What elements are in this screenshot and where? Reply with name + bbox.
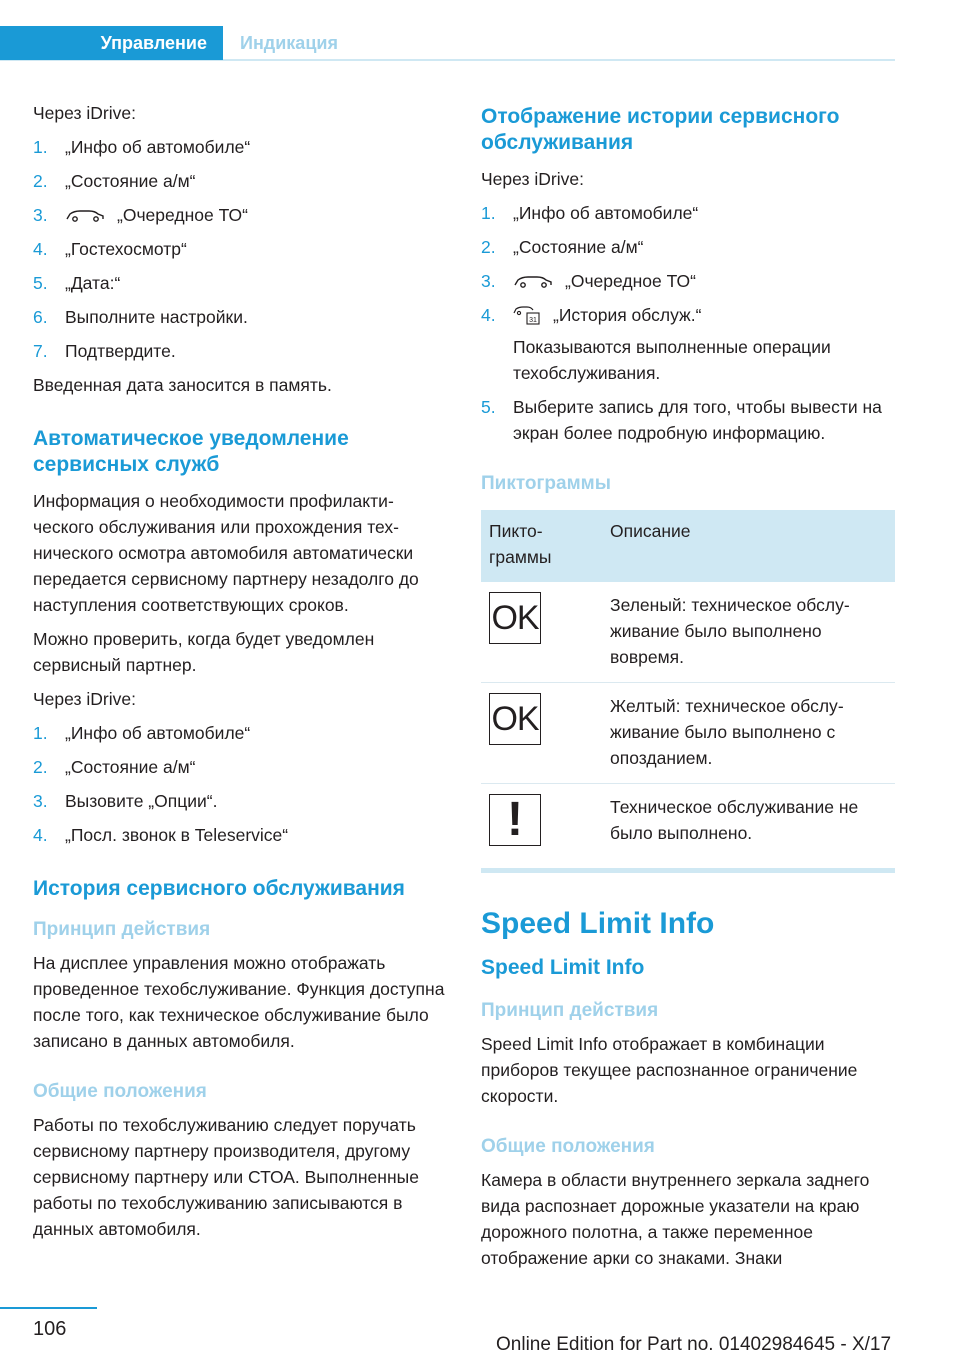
sli-general-heading: Общие положения: [481, 1136, 655, 1157]
steps-list: [33, 134, 448, 364]
tab-controls[interactable]: [0, 26, 223, 60]
edition-footer: Online Edition for Part no. 01402984645 - X/17: [496, 1334, 892, 1355]
exclamation-icon: !: [489, 794, 541, 846]
display-history-heading: Отображение истории сервисного обслуживания: [481, 105, 840, 154]
calendar-day-label: 31: [529, 317, 537, 324]
table-row: [481, 582, 895, 683]
table-row: [481, 683, 895, 784]
idrive-intro: Через iDrive:: [33, 103, 136, 123]
ok-green-icon: OK: [489, 592, 541, 644]
list-item: 2. „Состояние а/м“: [33, 171, 196, 191]
car-service-icon: [65, 208, 105, 222]
date-saved-note: Введенная дата заносится в память.: [33, 375, 332, 395]
speed-limit-info-subtitle: Speed Limit Info: [481, 956, 645, 979]
column-header: Описание: [602, 510, 895, 582]
list-item: 1. „Инфо об автомобиле“: [33, 137, 251, 157]
list-item: 1. „Инфо об автомобиле“: [33, 723, 251, 743]
list-item: 1. „Инфо об автомобиле“: [481, 203, 699, 223]
ok-yellow-icon: OK: [489, 693, 541, 745]
table-cell: Техническое обслуживание не было выполнено.: [602, 784, 895, 871]
list-item: 5. Выберите запись для того, чтобы вывести на экран более подробную информацию.: [481, 397, 882, 443]
pictograms-table: [481, 510, 895, 873]
sli-general-text: Камера в области внутреннего зеркала заднего вида распознает дорожные указатели на краю дорожного полотна, а также переменное отображение арки со знаками. Знаки: [481, 1170, 870, 1268]
principle-text: На дисплее управления можно отображать проведенное техобслуживание. Функция доступна после того, как техническое обслуживание было записано в данных автомобиля.: [33, 953, 445, 1051]
steps-list: [481, 200, 896, 446]
table-cell: Желтый: техническое обслуживание было выполнено с опозданием.: [602, 683, 895, 784]
sli-principle-text: Speed Limit Info отображает в комбинации приборов текущее распознанное ограничение скорости.: [481, 1034, 858, 1106]
list-item: 2. „Состояние а/м“: [33, 757, 196, 777]
table-cell: Зеленый: техническое обслуживание было выполнено вовремя.: [602, 582, 895, 683]
service-history-icon: [513, 305, 541, 325]
general-text: Работы по техобслуживанию следует поручать сервисному партнеру производителя, другому сервисному партнеру или СТОА. Выполненные работы по техобслуживанию записываются в данных автомобиля.: [33, 1115, 419, 1239]
idrive-intro: Через iDrive:: [33, 689, 136, 709]
sli-principle-heading: Принцип действия: [481, 1000, 659, 1021]
pictograms-heading: Пиктограммы: [481, 473, 611, 494]
service-history-heading: История сервисного обслуживания: [33, 877, 405, 900]
idrive-intro: Через iDrive:: [481, 169, 584, 189]
auto-notification-heading: Автоматическое уведомление сервисных служб: [33, 427, 349, 476]
list-item: 4. „Гостехосмотр“: [33, 239, 187, 259]
page-number: 106: [33, 1318, 67, 1340]
steps-list: [33, 720, 448, 848]
list-item: 5. „Дата:“: [33, 273, 121, 293]
right-column: [481, 100, 896, 1279]
footer-rule: [0, 1307, 97, 1309]
left-column: [33, 100, 448, 1250]
step-note: Показываются выполненные операции техобслуживания.: [513, 337, 831, 383]
list-item: 3. Вызовите „Опции“.: [33, 791, 218, 811]
list-item: 3. „Очередное ТО“: [481, 271, 696, 291]
list-item: 6. Выполните настройки.: [33, 307, 248, 327]
list-item: 3. „Очередное ТО“: [33, 205, 248, 225]
auto-notification-check: Можно проверить, когда будет уведомлен сервисный партнер.: [33, 629, 375, 675]
list-item: 4. 31 „История обслуж.“ Показываются выполненные операции техобслуживания.: [481, 302, 896, 386]
car-service-icon: [513, 274, 553, 288]
list-item: 7. Подтвердите.: [33, 341, 176, 361]
list-item: 2. „Состояние а/м“: [481, 237, 644, 257]
general-heading: Общие положения: [33, 1081, 207, 1102]
list-item: 4. „Посл. звонок в Teleservice“: [33, 825, 289, 845]
principle-heading: Принцип действия: [33, 919, 211, 940]
speed-limit-info-title: Speed Limit Info: [481, 907, 715, 940]
table-header-row: [481, 510, 895, 582]
auto-notification-text: Информация о необходимости профилактического обслуживания или прохождения технического осмотра автомобиля автоматически передается сервисному партнеру незадолго до наступления соответствующих сроков.: [33, 491, 419, 615]
tab-controls-label: Управление: [100, 33, 207, 53]
table-row: [481, 784, 895, 871]
column-header: Пиктограммы: [481, 510, 602, 582]
tab-displays[interactable]: Индикация: [240, 33, 338, 53]
